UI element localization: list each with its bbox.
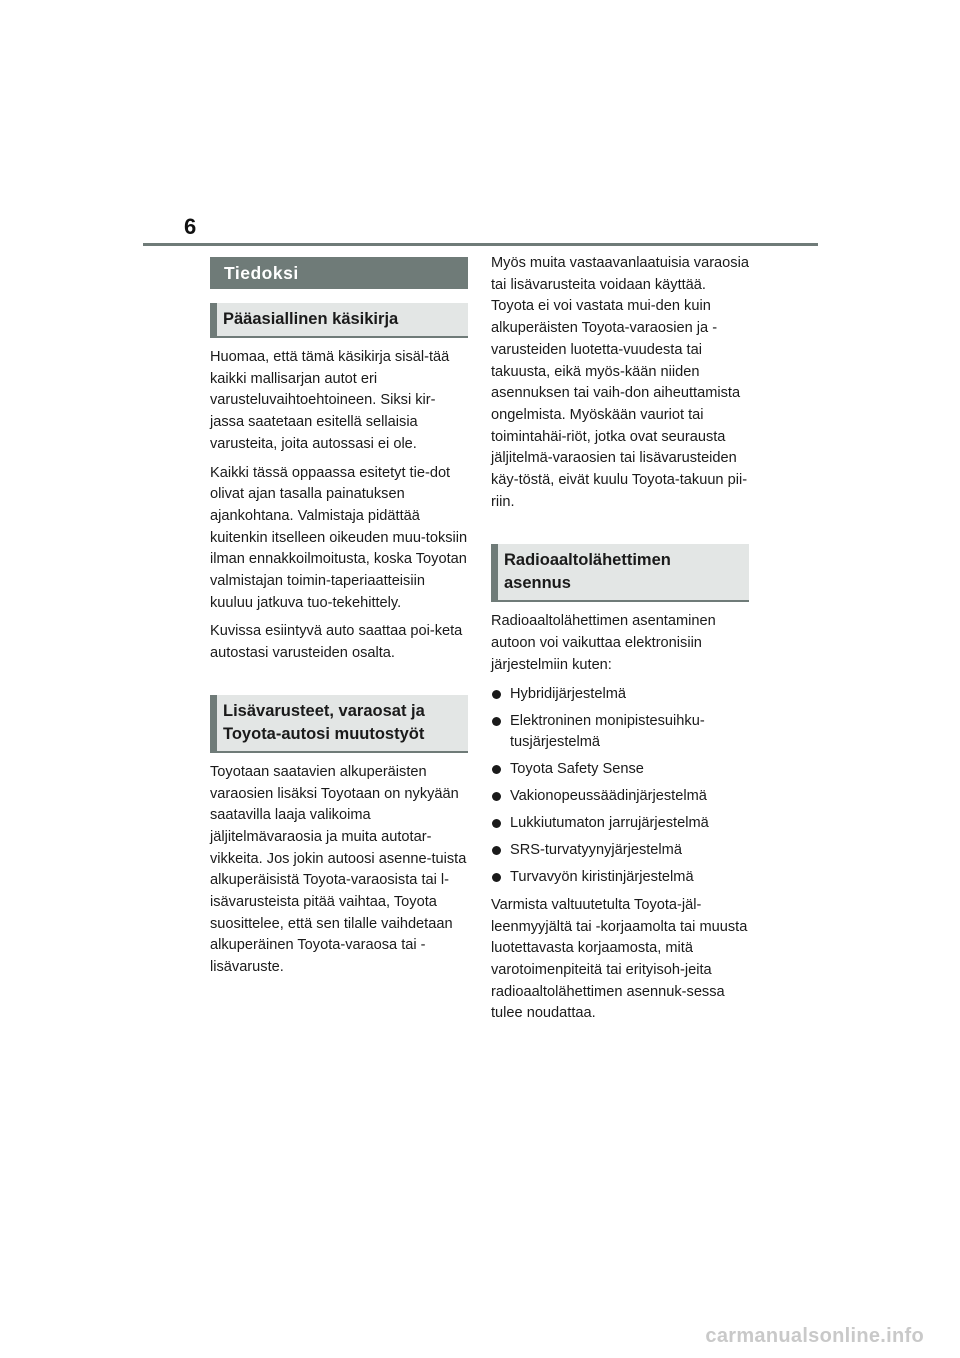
bullet-icon [492,792,501,801]
bullet-icon [492,765,501,774]
list-item: Hybridijärjestelmä [491,684,749,706]
paragraph: Kaikki tässä oppaassa esitetyt tie-dot olivat ajan tasalla painatuksen ajankohtana. Valmistaja pidättää kuitenkin itselleen oikeuden muu-toksiin ilman ennakkoilmoitusta, koska Toyotan valmistajan toimin-taperiaatteisiin kuuluu jatkuva tuo-tekehittely. [210,464,468,611]
paragraph: Radioaaltolähettimen asentaminen autoon voi vaikuttaa elektronisiin järjestelmiin kuten: [491,613,716,673]
list-item: Vakionopeussäädinjärjestelmä [491,786,749,808]
section-title-line: Lisävarusteet, varaosat ja [223,701,425,720]
left-column [210,257,468,986]
page-number: 6 [184,214,197,239]
list-item: Lukkiutumaton jarrujärjestelmä [491,813,749,835]
system-list [491,684,749,889]
section-title-accessories [210,695,468,753]
list-item: Toyota Safety Sense [491,759,749,781]
paragraph: Kuvissa esiintyvä auto saattaa poi-keta autostasi varusteiden osalta. [210,623,463,662]
bullet-icon [492,846,501,855]
paragraph: Huomaa, että tämä käsikirja sisäl-tää kaikki mallisarjan autot eri varusteluvaihtoehtoineen. Siksi kir-jassa saatetaan esitellä sellaisia varusteita, joita autossasi ei ole. [210,349,450,452]
paragraph: Toyotaan saatavien alkuperäisten varaosien lisäksi Toyotaan on nykyään saatavilla laaja valikoima jäljitelmävaraosia ja muita autotar-vikkeita. Jos jokin autoosi asenne-tuista alkuperäisistä Toyota-varaosista tai l-isävarusteista pitää vaihtaa, Toyota suosittelee, että sen tilalle vaihdetaan alkuperäinen Toyota-varaosa tai -lisävaruste. [210,763,467,976]
bullet-icon [492,717,501,726]
list-item: Turvavyön kiristinjärjestelmä [491,867,749,889]
paragraph: Varmista valtuutetulta Toyota-jäl-leenmyyjältä tai -korjaamolta tai muusta luotettavasta korjaamosta, mitä varotoimenpiteitä tai erityisoh-jeita radioaaltolähettimen asennuk-sessa tulee noudattaa. [491,896,748,1022]
list-item: Elektroninen monipistesuihku-tusjärjestelmä [491,711,749,754]
bullet-icon [492,819,501,828]
bullet-icon [492,690,501,699]
list-item: SRS-turvatyynyjärjestelmä [491,840,749,862]
header-rule [143,243,818,246]
section-title-line: Radioaaltolähettimen [504,551,671,570]
paragraph: Myös muita vastaavanlaatuisia varaosia tai lisävarusteita voidaan käyttää. Toyota ei voi vastata mui-den kuin alkuperäisten Toyota-varaosien ja -varusteiden luotetta-vuudesta tai takuusta, eikä myös-kään niiden asennuksen tai vaih-don aiheuttamista ongelmista. Myöskään vauriot tai toimintahäi-riöt, jotka ovat seurausta jäljitelmä-varaosien tai lisävarusteiden käy-töstä, eivät kuulu Toyota-takuun pii-riin. [491,255,749,510]
section-title-line: Toyota-autosi muutostyöt [223,724,425,743]
main-section-title: Tiedoksi [210,257,468,289]
bullet-icon [492,873,501,882]
section-title-radio-transmitter [491,544,749,602]
watermark: carmanualsonline.info [705,1325,924,1347]
right-column [491,253,749,1032]
section-title-main-manual: Pääasiallinen käsikirja [210,303,468,338]
section-title-line: asennus [504,574,571,593]
